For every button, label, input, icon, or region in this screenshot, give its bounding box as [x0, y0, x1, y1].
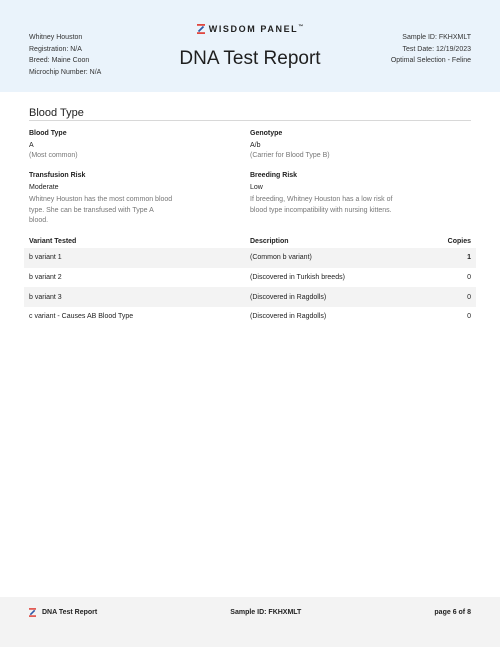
copies-cell: 0 [467, 313, 471, 321]
description-cell: (Discovered in Ragdolls) [250, 293, 327, 301]
header-variant-tested: Variant Tested [29, 237, 77, 245]
brand-trademark: ™ [298, 24, 304, 30]
wisdom-panel-logo-icon [197, 24, 205, 34]
wisdom-panel-logo-icon [29, 608, 36, 617]
variant-table [24, 234, 476, 327]
breeding-risk-note: If breeding, Whitney Houston has a low risk of blood type incompatibility with nursing kittens. [250, 196, 393, 214]
blood-type-field [29, 129, 174, 162]
report-title: DNA Test Report [179, 48, 321, 69]
blood-type-label: Blood Type [29, 130, 67, 137]
sample-id: Sample ID: FKHXMLT [402, 34, 471, 41]
description-cell: (Common b variant) [250, 254, 312, 262]
test-selection: Optimal Selection - Feline [390, 57, 471, 64]
pet-name: Whitney Houston [29, 34, 83, 41]
copies-cell: 0 [467, 274, 471, 282]
variant-cell: c variant - Causes AB Blood Type [29, 313, 134, 321]
variant-cell: b variant 3 [29, 293, 62, 301]
section-title: Blood Type [29, 107, 84, 119]
header-copies: Copies [447, 237, 471, 245]
brand-name: WISDOM PANEL [208, 24, 299, 34]
blood-type-value: A [29, 141, 34, 149]
pet-microchip: Microchip Number: N/A [29, 68, 102, 76]
table-row [24, 287, 476, 307]
genotype-label: Genotype [250, 130, 283, 137]
transfusion-risk-note: Whitney Houston has the most common blood type. She can be transfused with Type A blood. [29, 196, 173, 224]
section-divider [29, 120, 471, 121]
footer-sample-id: Sample ID: FKHXMLT [230, 609, 302, 616]
header-description: Description [250, 237, 289, 245]
transfusion-risk-field [29, 171, 174, 227]
report-header [0, 0, 500, 92]
genotype-note: (Carrier for Blood Type B) [250, 152, 330, 159]
footer-left [29, 608, 97, 617]
breeding-risk-value: Low [250, 183, 263, 191]
description-cell: (Discovered in Turkish breeds) [250, 274, 345, 282]
page-footer [0, 597, 500, 647]
genotype-value: A/b [250, 141, 261, 149]
footer-page-number: page 6 of 8 [434, 609, 471, 616]
breeding-risk-label: Breeding Risk [250, 172, 298, 179]
table-header [24, 234, 476, 248]
table-body [24, 248, 476, 327]
table-row [24, 248, 476, 268]
table-row [24, 268, 476, 288]
pet-registration: Registration: N/A [29, 45, 82, 53]
table-row [24, 307, 476, 327]
description-cell: (Discovered in Ragdolls) [250, 313, 327, 321]
test-date: Test Date: 12/19/2023 [402, 45, 471, 53]
transfusion-risk-label: Transfusion Risk [29, 172, 86, 179]
sample-info [391, 32, 471, 67]
variant-cell: b variant 1 [29, 254, 62, 262]
pet-breed: Breed: Maine Coon [29, 57, 90, 64]
variant-cell: b variant 2 [29, 274, 62, 282]
blood-type-note: (Most common) [29, 152, 78, 159]
footer-report-title: DNA Test Report [42, 609, 98, 616]
copies-cell: 0 [467, 293, 471, 301]
copies-cell: 1 [467, 254, 471, 262]
genotype-field [250, 129, 395, 162]
breeding-risk-field [250, 171, 395, 216]
transfusion-risk-value: Moderate [29, 183, 59, 191]
